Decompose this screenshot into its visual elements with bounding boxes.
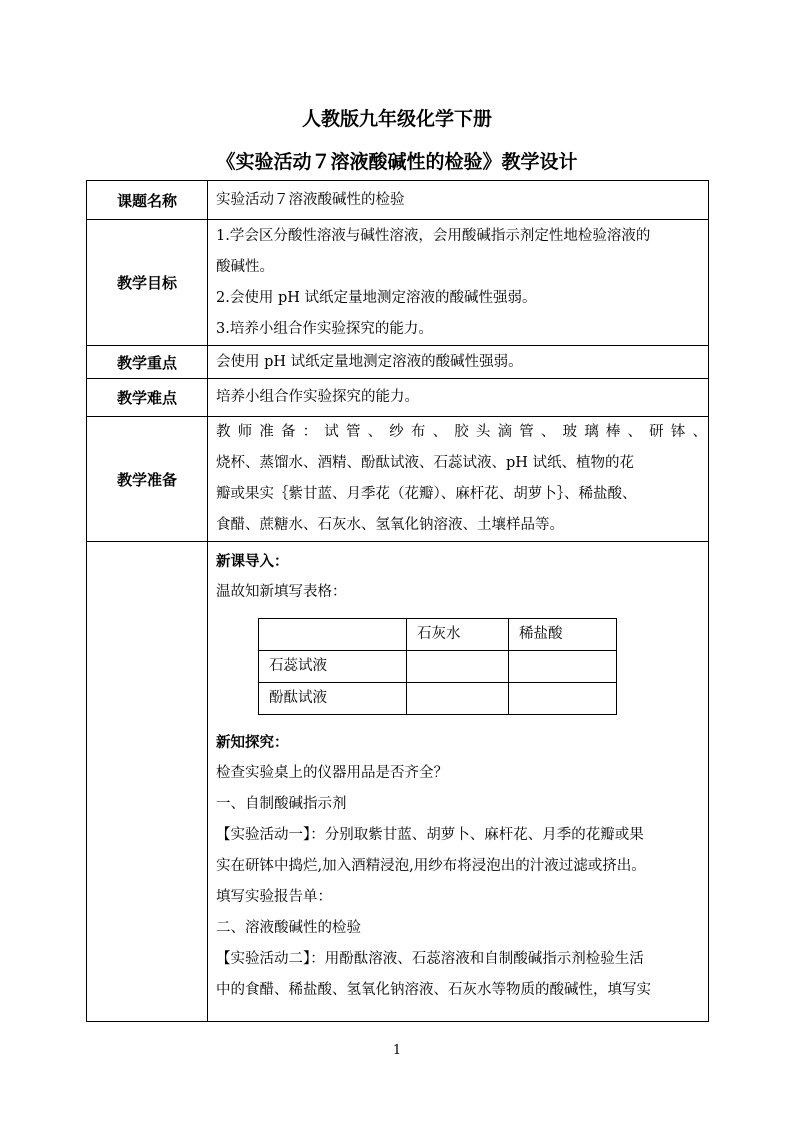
- process-line: 【实验活动一】：分别取紫甘蓝、胡萝卜、麻杆花、月季的花瓣或果: [216, 827, 644, 843]
- page-number: 1: [392, 1043, 402, 1058]
- key-label: 教学重点: [87, 346, 208, 379]
- review-header-cell: [259, 619, 407, 651]
- goal-line: 2.会使用 pH 试纸定量地测定溶液的酸碱性强弱。: [216, 289, 537, 306]
- prep-line: 食醋、蔗糖水、石灰水、氢氧化钠溶液、土壤样品等。: [216, 517, 564, 533]
- topic-label: 课题名称: [87, 181, 208, 220]
- process-content: [208, 542, 709, 1022]
- table-row-key-points: [87, 346, 709, 379]
- process-line: 二、溶液酸碱性的检验: [216, 920, 361, 936]
- process-label-cell: [87, 542, 208, 1022]
- goal-line: 酸碱性。: [216, 258, 274, 275]
- review-table-header: [259, 619, 617, 651]
- spacer: [216, 715, 702, 727]
- review-header-cell: 稀盐酸: [509, 619, 617, 651]
- process-line: 实在研钵中捣烂,加入酒精浸泡,用纱布将浸泡出的汁液过滤或挤出。: [216, 858, 646, 874]
- intro-heading: 新课导入：: [216, 553, 289, 570]
- difficulty-value: 培养小组合作实验探究的能力。: [208, 379, 709, 417]
- review-table-row: [259, 651, 617, 683]
- difficulty-label: 教学难点: [87, 379, 208, 417]
- prep-value: [208, 417, 709, 542]
- process-line: 检查实验桌上的仪器用品是否齐全？: [216, 765, 448, 781]
- document-subtitle: 《实验活动７溶液酸碱性的检验》教学设计: [216, 151, 578, 173]
- review-cell: [407, 683, 509, 715]
- table-row-topic: [87, 181, 709, 220]
- table-row-goals: [87, 220, 709, 346]
- prep-line: 瓣或果实｛紫甘蓝、月季花（花瓣）、麻杆花、胡萝卜｝、稀盐酸、: [216, 486, 637, 502]
- lesson-plan-table: [86, 180, 709, 1022]
- table-row-difficulty: [87, 379, 709, 417]
- intro-text: 温故知新填写表格：: [216, 584, 347, 600]
- process-line: 【实验活动二】：用酚酞溶液、石蕊溶液和自制酸碱指示剂检验生活: [216, 951, 644, 967]
- prep-line: 教师准备：试管、纱布、胶头滴管、玻璃棒、研钵、: [216, 424, 708, 440]
- topic-value: 实验活动７溶液酸碱性的检验: [208, 181, 709, 220]
- review-table: [258, 618, 617, 715]
- process-line: 填写实验报告单：: [216, 889, 332, 905]
- review-header-cell: 石灰水: [407, 619, 509, 651]
- key-value: 会使用 pH 试纸定量地测定溶液的酸碱性强弱。: [208, 346, 709, 379]
- prep-label: 教学准备: [87, 417, 208, 542]
- process-line: 中的食醋、稀盐酸、氢氧化钠溶液、石灰水等物质的酸碱性，填写实: [216, 982, 651, 998]
- table-row-preparation: [87, 417, 709, 542]
- review-cell: [509, 683, 617, 715]
- goals-label: 教学目标: [87, 220, 208, 346]
- review-table-row: [259, 683, 617, 715]
- goals-value: [208, 220, 709, 346]
- goal-line: 1.学会区分酸性溶液与碱性溶液，会用酸碱指示剂定性地检验溶液的: [216, 227, 651, 244]
- prep-line: 烧杯、蒸馏水、酒精、酚酞试液、石蕊试液、pH 试纸、植物的花: [216, 455, 635, 471]
- document-title: 人教版九年级化学下册: [301, 108, 492, 130]
- review-cell: [407, 651, 509, 683]
- review-cell: [509, 651, 617, 683]
- goal-line: 3.培养小组合作实验探究的能力。: [216, 320, 433, 337]
- explore-heading: 新知探究：: [216, 734, 289, 751]
- table-row-process: [87, 542, 709, 1022]
- review-row-label: 石蕊试液: [259, 651, 407, 683]
- process-line: 一、自制酸碱指示剂: [216, 796, 347, 812]
- review-row-label: 酚酞试液: [259, 683, 407, 715]
